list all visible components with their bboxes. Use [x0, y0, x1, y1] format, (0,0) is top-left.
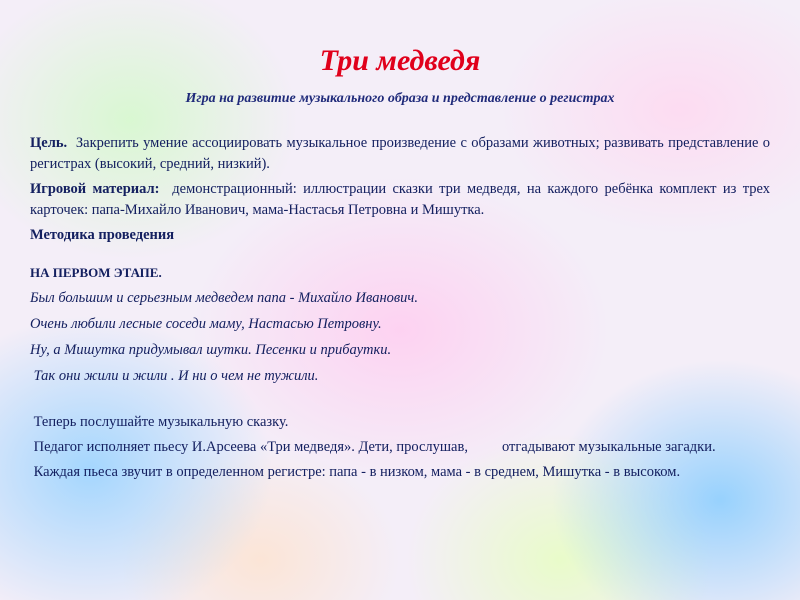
goal-text: Закрепить умение ассоциировать музыкальное произведение с образами животных; развивать представление о регистрах (высокий, средний, низкий). — [30, 135, 771, 172]
material-text: демонстрационный: иллюстрации сказки три медведя, на каждого ребёнка комплект из трех карточек: папа-Михайло Иванович, мама-Настасья Петровна и Мишутка. — [30, 181, 771, 218]
method-heading: Методика проведения — [30, 227, 175, 243]
listen-paragraph: Теперь послушайте музыкальную сказку. — [33, 414, 289, 430]
slide-subtitle: Игра на развитие музыкального образа и представление о регистрах — [185, 91, 615, 106]
material-paragraph — [30, 179, 770, 221]
goal-paragraph — [30, 133, 770, 175]
teacher-paragraph: Педагог исполняет пьесу И.Арсеева «Три медведя». Дети, прослушав, отгадывают музыкальные загадки. — [33, 439, 716, 455]
poem-line-3: Ну, а Мишутка придумывал шутки. Песенки и прибаутки. — [30, 342, 392, 358]
poem-line-1: Был большим и серьезным медведем папа - Михайло Иванович. — [30, 290, 418, 306]
slide-content — [30, 133, 770, 483]
registers-paragraph: Каждая пьеса звучит в определенном регистре: папа - в низком, мама - в среднем, Мишутка - в высоком. — [33, 464, 681, 480]
spacer — [30, 387, 770, 408]
slide-title: Три медведя — [319, 44, 481, 77]
poem-line-2: Очень любили лесные соседи маму, Настасью Петровну. — [30, 316, 382, 332]
poem-line-4: Так они жили и жили . И ни о чем не тужили. — [33, 368, 319, 384]
material-label: Игровой материал: — [30, 181, 160, 197]
goal-label: Цель. — [30, 135, 68, 151]
stage-heading: НА ПЕРВОМ ЭТАПЕ. — [30, 265, 162, 280]
